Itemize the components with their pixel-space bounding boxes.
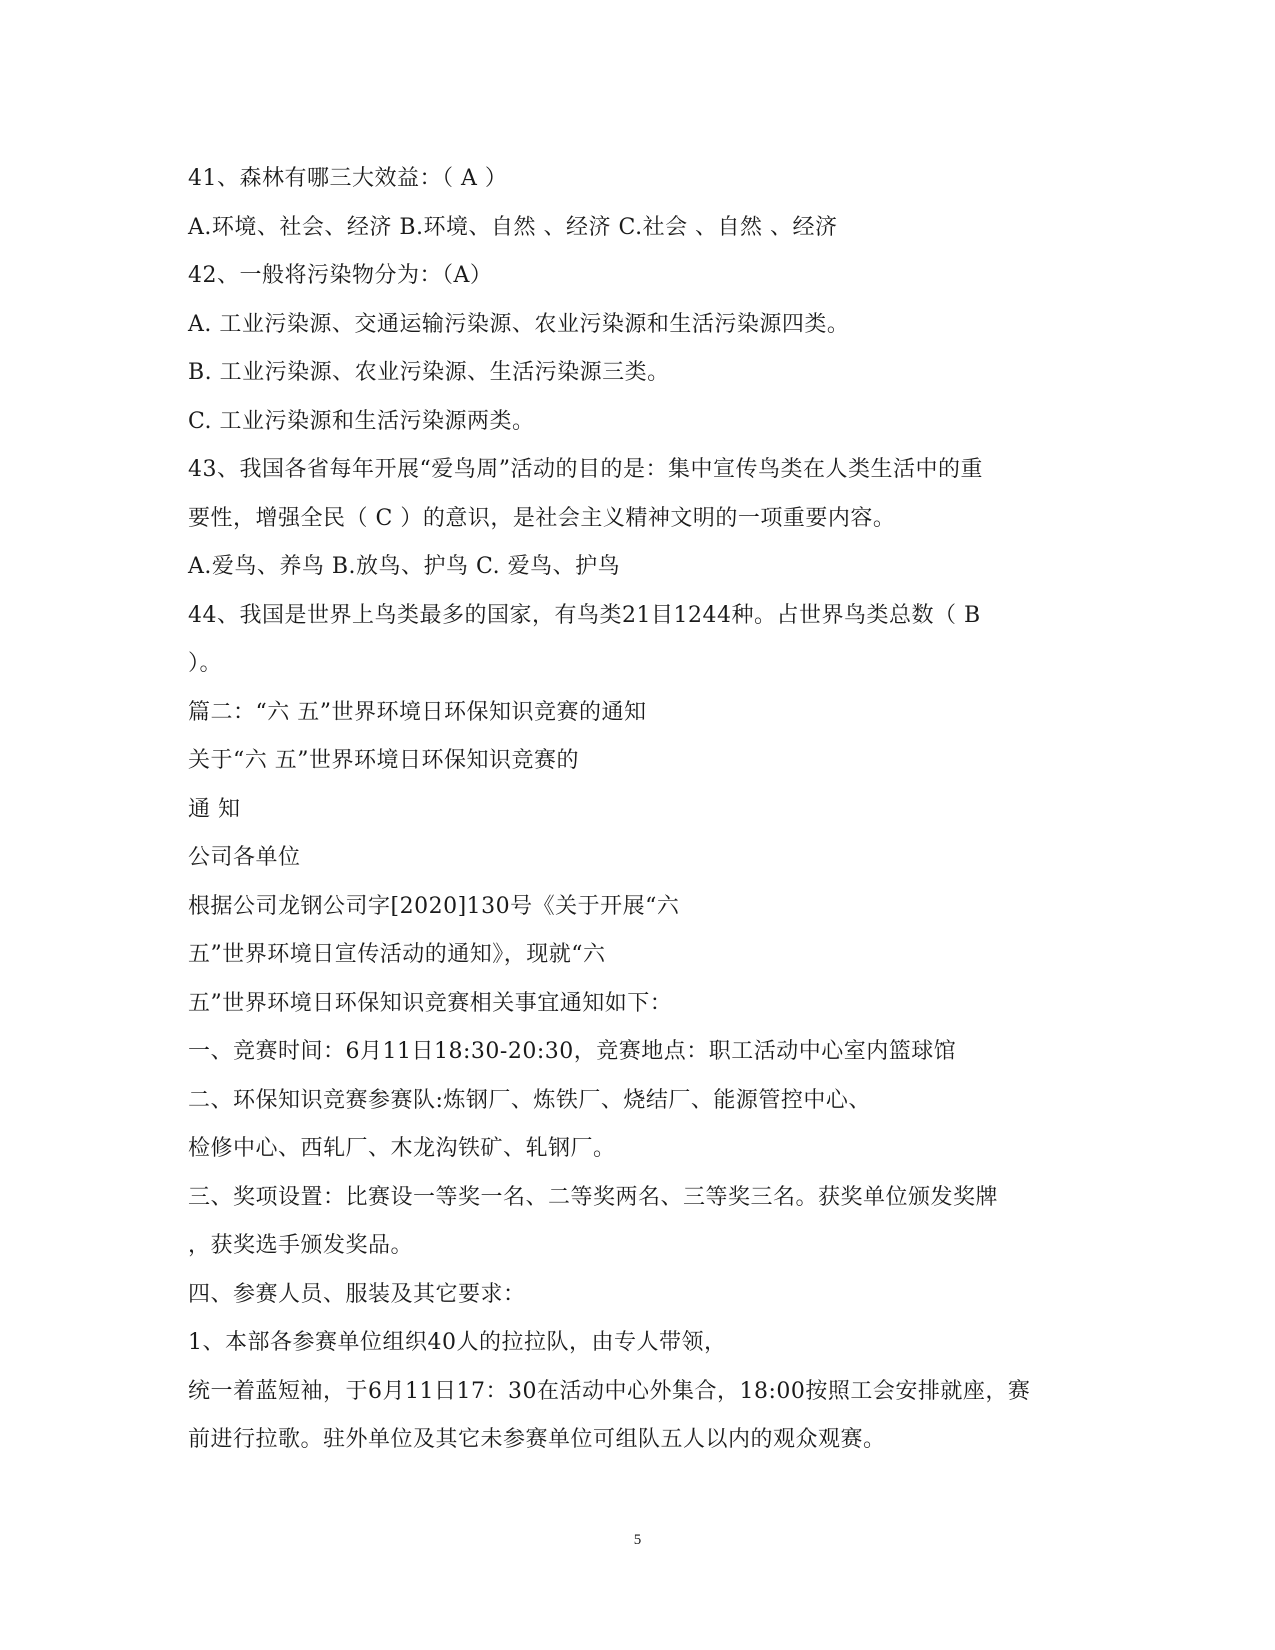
text-line: 五”世界环境日宣传活动的通知》，现就“六 bbox=[188, 942, 606, 967]
text-line: 一、竞赛时间：6月11日18:30-20:30，竞赛地点：职工活动中心室内篮球馆 bbox=[188, 1039, 957, 1064]
text-line: 二、环保知识竞赛参赛队:炼钢厂、炼铁厂、烧结厂、能源管控中心、 bbox=[188, 1087, 871, 1113]
text-line: 五”世界环境日环保知识竞赛相关事宜通知如下： bbox=[188, 990, 673, 1016]
text-line: 要性，增强全民（ C ）的意识，是社会主义精神文明的一项重要内容。 bbox=[188, 505, 896, 531]
section-heading: 篇二：“六 五”世界环境日环保知识竞赛的通知 bbox=[188, 699, 647, 725]
notice-title: 关于“六 五”世界环境日环保知识竞赛的 bbox=[188, 748, 579, 773]
text-line: A.爱鸟、养鸟 B.放鸟、护鸟 C. 爱鸟、护鸟 bbox=[188, 554, 621, 579]
text-line: 根据公司龙钢公司字[2020]130号《关于开展“六 bbox=[188, 893, 680, 919]
text-line: 42、一般将污染物分为：（A） bbox=[188, 263, 493, 288]
text-line: 统一着蓝短袖，于6月11日17：30在活动中心外集合，18:00按照工会安排就座，赛 bbox=[188, 1378, 1031, 1404]
text-line: ）。 bbox=[188, 651, 223, 676]
document-body bbox=[188, 155, 1088, 1465]
text-line: 1、本部各参赛单位组织40人的拉拉队，由专人带领， bbox=[188, 1330, 727, 1355]
text-line: 43、我国各省每年开展“爱鸟周”活动的目的是：集中宣传鸟类在人类生活中的重 bbox=[188, 457, 983, 482]
text-line: 四、参赛人员、服装及其它要求： bbox=[188, 1281, 526, 1307]
text-line: B. 工业污染源、农业污染源、生活污染源三类。 bbox=[188, 360, 670, 385]
text-line: 前进行拉歌。驻外单位及其它未参赛单位可组队五人以内的观众观赛。 bbox=[188, 1427, 886, 1452]
text-line: A. 工业污染源、交通运输污染源、农业污染源和生活污染源四类。 bbox=[188, 311, 850, 337]
text-line: 三、奖项设置：比赛设一等奖一名、二等奖两名、三等奖三名。获奖单位颁发奖牌 bbox=[188, 1184, 999, 1210]
text-line: C. 工业污染源和生活污染源两类。 bbox=[188, 408, 535, 434]
text-line: 41、森林有哪三大效益：（ A ） bbox=[188, 166, 508, 191]
text-line: A.环境、社会、经济 B.环境、自然 、经济 C.社会 、自然 、经济 bbox=[188, 214, 838, 240]
text-line: ，获奖选手颁发奖品。 bbox=[188, 1233, 414, 1258]
addressee: 公司各单位 bbox=[188, 845, 301, 870]
text-line: 44、我国是世界上鸟类最多的国家，有鸟类21目1244种。占世界鸟类总数（ B bbox=[188, 602, 981, 628]
page-number: 5 bbox=[633, 1532, 642, 1548]
notice-title-suffix: 通 知 bbox=[188, 796, 241, 822]
text-line: 检修中心、西轧厂、木龙沟铁矿、轧钢厂。 bbox=[188, 1136, 616, 1161]
